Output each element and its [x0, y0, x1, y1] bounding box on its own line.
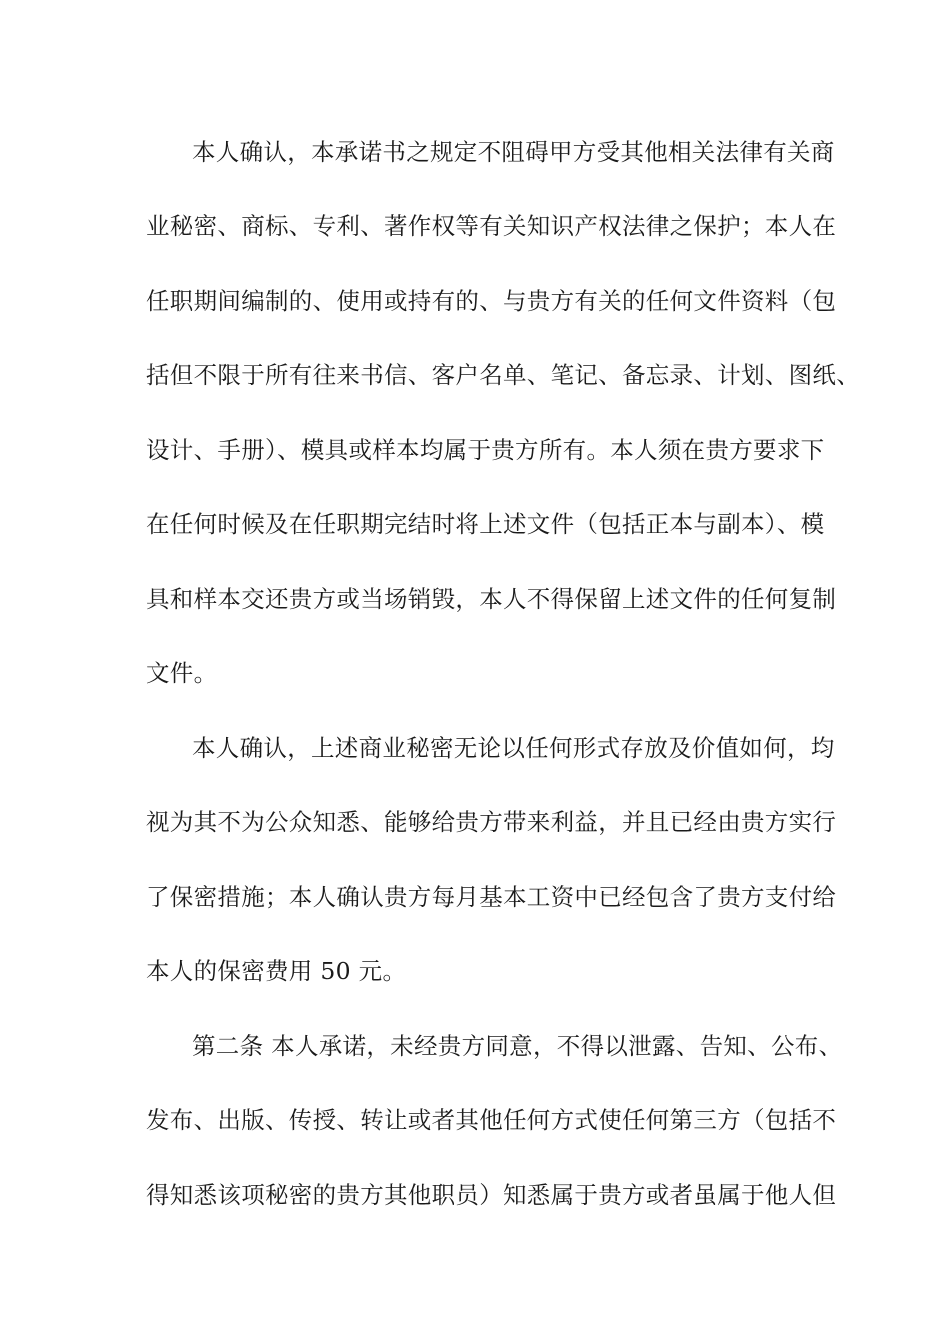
paragraph-1-line-4: 括但不限于所有往来书信、客户名单、笔记、备忘录、计划、图纸、 — [146, 361, 860, 389]
paragraph-2-line-2: 视为其不为公众知悉、能够给贵方带来利益，并且已经由贵方实行 — [146, 808, 837, 836]
paragraph-1-line-5: 设计、手册）、模具或样本均属于贵方所有。本人须在贵方要求下 — [146, 436, 825, 464]
paragraph-2-line-3: 了保密措施；本人确认贵方每月基本工资中已经包含了贵方支付给 — [146, 883, 837, 911]
paragraph-1-line-8: 文件。 — [146, 659, 218, 687]
paragraph-1-line-2: 业秘密、商标、专利、著作权等有关知识产权法律之保护；本人在 — [146, 212, 837, 240]
paragraph-3-line-2: 发布、出版、传授、转让或者其他任何方式使任何第三方（包括不 — [146, 1106, 837, 1134]
paragraph-2-line-1: 本人确认，上述商业秘密无论以任何形式存放及价值如何，均 — [192, 734, 835, 762]
paragraph-3-line-1: 第二条 本人承诺，未经贵方同意，不得以泄露、告知、公布、 — [192, 1032, 843, 1060]
paragraph-1-line-1: 本人确认，本承诺书之规定不阻碍甲方受其他相关法律有关商 — [192, 138, 835, 166]
paragraph-1-line-3: 任职期间编制的、使用或持有的、与贵方有关的任何文件资料（包 — [146, 287, 837, 315]
paragraph-1-line-7: 具和样本交还贵方或当场销毁，本人不得保留上述文件的任何复制 — [146, 585, 837, 613]
paragraph-2-line-4: 本人的保密费用 50 元。 — [146, 957, 407, 985]
paragraph-1-line-6: 在任何时候及在任职期完结时将上述文件（包括正本与副本）、模 — [146, 510, 825, 538]
paragraph-3-line-3: 得知悉该项秘密的贵方其他职员）知悉属于贵方或者虽属于他人但 — [146, 1181, 837, 1209]
